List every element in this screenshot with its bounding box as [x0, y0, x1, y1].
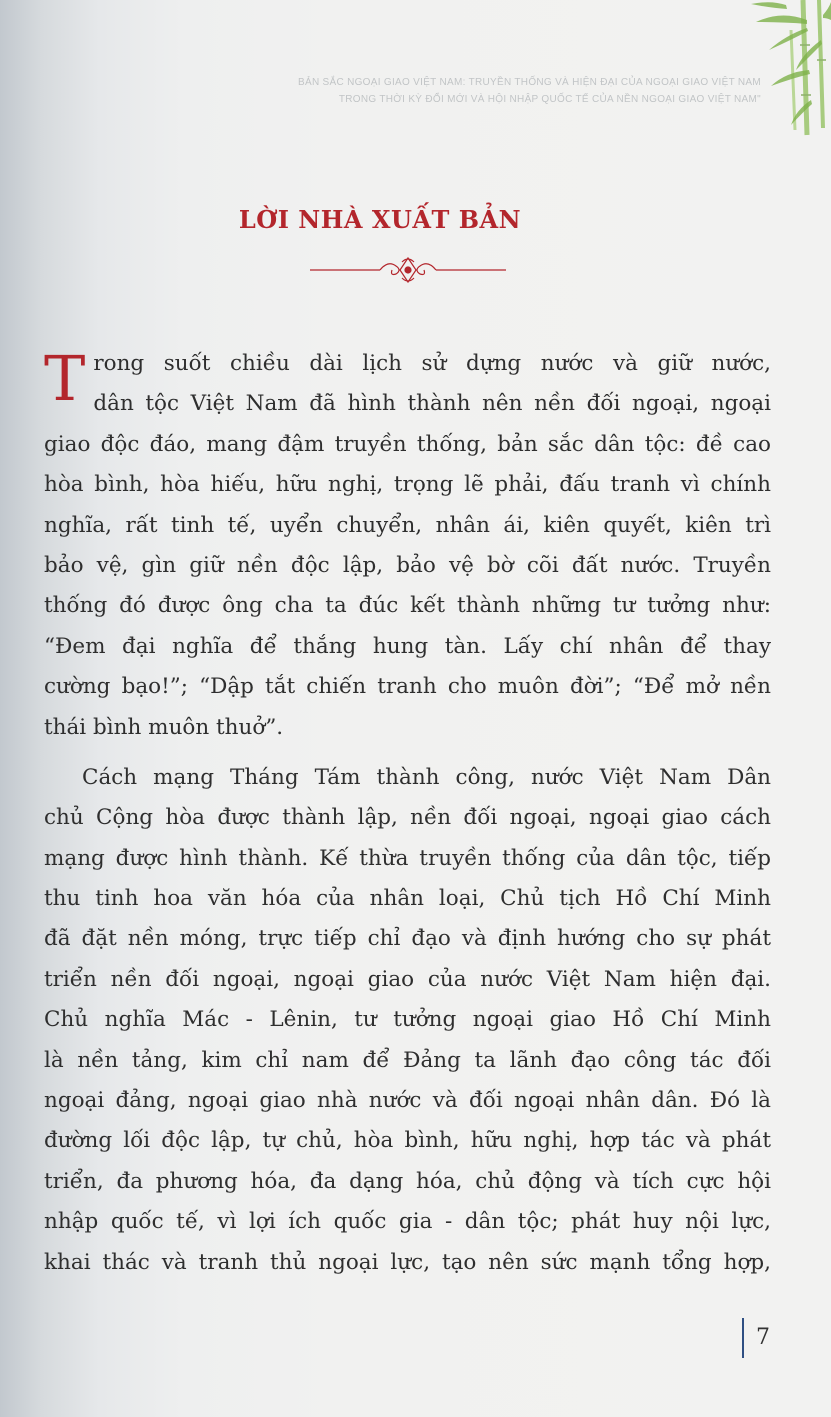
text-line: chủ Cộng hòa được thành lập, nền đối ngoại, ngoại giao cách: [44, 805, 771, 831]
running-head-line-1: BẢN SẮC NGOẠI GIAO VIỆT NAM: TRUYỀN THỐNG VÀ HIỆN ĐẠI CỦA NGOẠI GIAO VIỆT NAM: [298, 77, 761, 88]
text-line: Cách mạng Tháng Tám thành công, nước Việt Nam Dân: [82, 764, 771, 790]
text-line: thái bình muôn thuở”.: [44, 714, 284, 740]
text-line: đường lối độc lập, tự chủ, hòa bình, hữu nghị, hợp tác và phát: [44, 1128, 771, 1154]
text-line: bảo vệ, gìn giữ nền độc lập, bảo vệ bờ cõi đất nước. Truyền: [44, 552, 771, 578]
page-number: 7: [742, 1318, 770, 1358]
text-line: nghĩa, rất tinh tế, uyển chuyển, nhân ái, kiên quyết, kiên trì: [44, 512, 771, 538]
running-head-line-2: TRONG THỜI KỲ ĐỔI MỚI VÀ HỘI NHẬP QUỐC TẾ CỦA NỀN NGOẠI GIAO VIỆT NAM": [338, 94, 761, 105]
paragraph-2: [44, 758, 771, 1283]
paragraph-1: [44, 344, 771, 748]
bamboo-decoration-icon: [711, 0, 831, 140]
text-line: thống đó được ông cha ta đúc kết thành những tư tưởng như:: [44, 593, 771, 619]
text-line: là nền tảng, kim chỉ nam để Đảng ta lãnh đạo công tác đối: [44, 1047, 771, 1073]
text-line: dân tộc Việt Nam đã hình thành nên nền đối ngoại, ngoại: [93, 391, 771, 417]
running-head: [241, 74, 761, 108]
body-text: [44, 344, 771, 1283]
text-line: “Đem đại nghĩa để thắng hung tàn. Lấy chí nhân để thay: [44, 633, 771, 659]
section-title: LỜI NHÀ XUẤT BẢN: [238, 205, 522, 234]
text-line: hòa bình, hòa hiếu, hữu nghị, trọng lẽ phải, đấu tranh vì chính: [44, 472, 771, 498]
text-line: đã đặt nền móng, trực tiếp chỉ đạo và định hướng cho sự phát: [44, 926, 771, 952]
text-line: giao độc đáo, mang đậm truyền thống, bản sắc dân tộc: đề cao: [44, 431, 771, 457]
text-line: triển nền đối ngoại, ngoại giao của nước Việt Nam hiện đại.: [44, 966, 771, 992]
text-line: cường bạo!”; “Dập tắt chiến tranh cho muôn đời”; “Để mở nền: [44, 674, 771, 700]
ornament-divider-icon: [310, 254, 506, 286]
text-line: Chủ nghĩa Mác - Lênin, tư tưởng ngoại giao Hồ Chí Minh: [44, 1007, 771, 1033]
text-line: mạng được hình thành. Kế thừa truyền thống của dân tộc, tiếp: [44, 845, 771, 871]
text-line: ngoại đảng, ngoại giao nhà nước và đối ngoại nhân dân. Đó là: [44, 1088, 771, 1114]
text-line: nhập quốc tế, vì lợi ích quốc gia - dân tộc; phát huy nội lực,: [44, 1209, 771, 1235]
text-line: khai thác và tranh thủ ngoại lực, tạo nên sức mạnh tổng hợp,: [44, 1249, 771, 1275]
text-line: triển, đa phương hóa, đa dạng hóa, chủ động và tích cực hội: [44, 1168, 771, 1194]
drop-cap: T: [44, 342, 86, 415]
text-line: thu tinh hoa văn hóa của nhân loại, Chủ tịch Hồ Chí Minh: [44, 886, 771, 912]
text-line: rong suốt chiều dài lịch sử dựng nước và giữ nước,: [93, 351, 771, 376]
